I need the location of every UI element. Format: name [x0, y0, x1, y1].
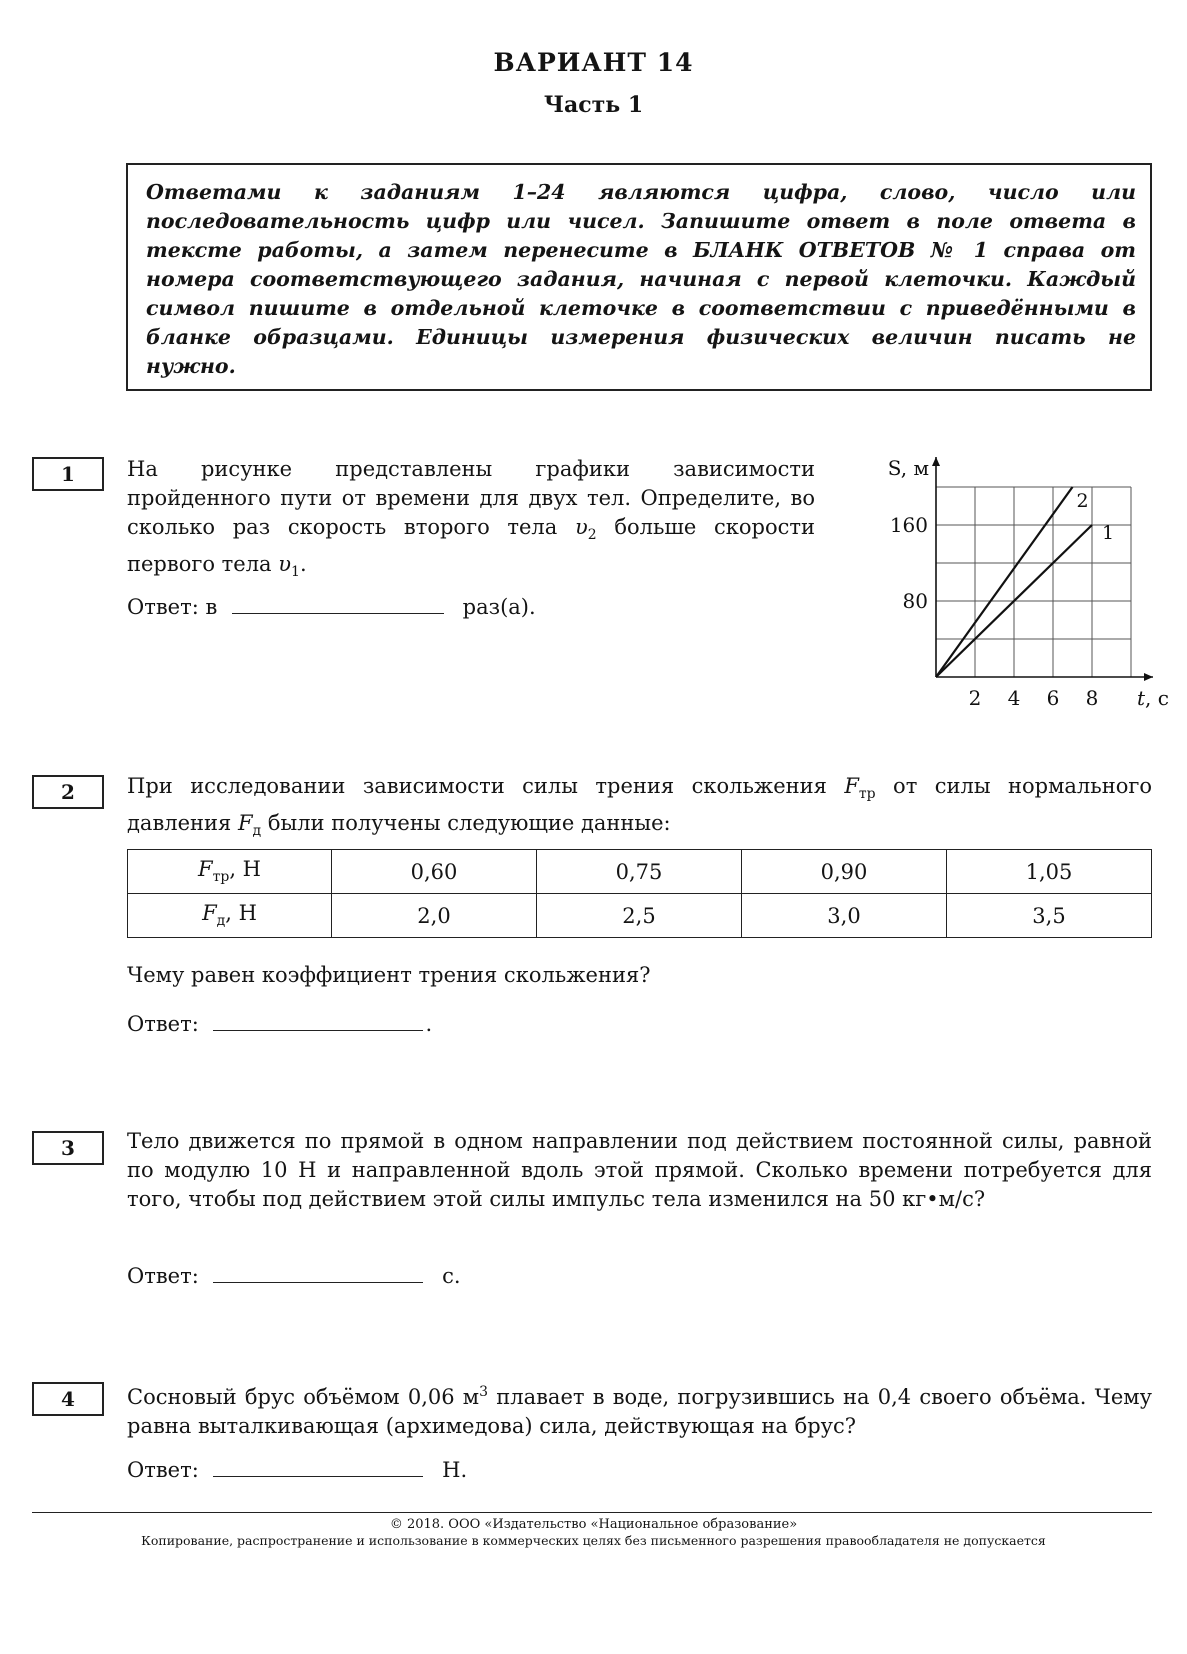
task-number: 1	[32, 457, 104, 491]
table-cell: 0,75	[537, 850, 742, 894]
table-cell: 1,05	[947, 850, 1152, 894]
answer-label: Ответ:	[127, 1458, 199, 1482]
task-3-text: Тело движется по прямой в одном направлении под действием постоянной силы, равной по модулю 10 Н и направленной вдоль этой прямой. Сколько времени потребуется для того, чтобы под действием этой силы импульс тела изменился на 50 кг•м/с?	[127, 1129, 1152, 1211]
distance-time-graph	[860, 440, 1169, 720]
answer-label: Ответ:	[127, 1012, 199, 1036]
task-2-text: При исследовании зависимости силы трения скольжения $F_{тр}$ от силы нормального давления $F_д$ были получены следующие данные:	[127, 774, 1152, 840]
table-cell: 0,60	[332, 850, 537, 894]
instructions-box	[126, 163, 1152, 391]
footer-copyright: © 2018. ООО «Издательство «Национальное образование»	[389, 1517, 798, 1532]
y-axis-arrow	[932, 457, 940, 466]
answer-unit: .	[425, 1012, 433, 1036]
table-row	[128, 850, 1152, 894]
x-axis-arrow	[1144, 673, 1153, 681]
task-number: 4	[32, 1382, 104, 1416]
answer-unit: с.	[442, 1264, 461, 1288]
series-label-1: 1	[1102, 522, 1115, 544]
answer-field[interactable]	[232, 593, 444, 614]
answer-unit: Н.	[442, 1458, 468, 1482]
series-line-2	[936, 487, 1073, 677]
table-cell: 2,0	[332, 894, 537, 938]
x-tick-label: 8	[1085, 686, 1099, 710]
variant-title: ВАРИАНТ 14	[493, 48, 694, 77]
instructions-text: Ответами к заданиям 1–24 являются цифра, слово, число или последовательность цифр или чисел. Запишите ответ в поле ответа в тексте работы, а затем перенесите в БЛАНК ОТВЕТОВ № 1 справа от номера соответствующего задания, начиная с первой клеточки. Каждый символ пишите в отдельной клеточке в соответствии с приведёнными в бланке образцами. Единицы измерения физических величин писать не нужно.	[146, 180, 1136, 378]
x-tick-label: 4	[1007, 686, 1021, 710]
task-1-text: На рисунке представлены графики зависимости пройденного пути от времени для двух тел. Определите, во сколько раз скорость второго тела $\upsilon_2$ больше скорости первого тела $\upsilon_1$.	[127, 457, 816, 581]
answer-field[interactable]	[213, 1456, 423, 1477]
task-3-answer	[127, 1262, 461, 1288]
y-tick-label: 80	[902, 589, 928, 613]
footer-notice: Копирование, распространение и использование в коммерческих целях без письменного разрешения правообладателя не допускается	[141, 1533, 1046, 1548]
table-cell: 0,90	[742, 850, 947, 894]
table-row	[128, 894, 1152, 938]
task-2-question: Чему равен коэффициент трения скольжения?	[127, 963, 651, 987]
task-number: 2	[32, 775, 104, 809]
x-axis-title: t, с	[1137, 686, 1169, 710]
answer-unit: раз(а).	[462, 595, 536, 619]
task-4-text: Сосновый брус объёмом 0,06 $м^3$ плавает в воде, погрузившись на 0,4 своего объёма. Чему равна выталкивающая (архимедова) сила, действующая на брус?	[127, 1384, 1152, 1438]
y-axis-title: S, м	[887, 456, 929, 480]
task-number: 3	[32, 1131, 104, 1165]
y-tick-label: 160	[889, 513, 928, 537]
table-cell: 2,5	[537, 894, 742, 938]
answer-label: Ответ:	[127, 1264, 199, 1288]
footer-divider	[32, 1512, 1152, 1513]
table-cell: 3,0	[742, 894, 947, 938]
answer-field[interactable]	[213, 1262, 423, 1283]
task-4-answer	[127, 1456, 467, 1482]
row-header: $F_{тр}$, Н	[128, 850, 332, 894]
data-table	[127, 849, 1152, 938]
series-label-2: 2	[1076, 490, 1089, 512]
answer-field[interactable]	[213, 1010, 423, 1031]
answer-label: Ответ: в	[127, 595, 218, 619]
x-tick-label: 2	[968, 686, 982, 710]
table-cell: 3,5	[947, 894, 1152, 938]
task-1-answer	[127, 593, 536, 619]
row-header: $F_д$, Н	[128, 894, 332, 938]
task-2-answer	[127, 1010, 432, 1036]
x-tick-label: 6	[1046, 686, 1060, 710]
part-title: Часть 1	[543, 92, 644, 118]
